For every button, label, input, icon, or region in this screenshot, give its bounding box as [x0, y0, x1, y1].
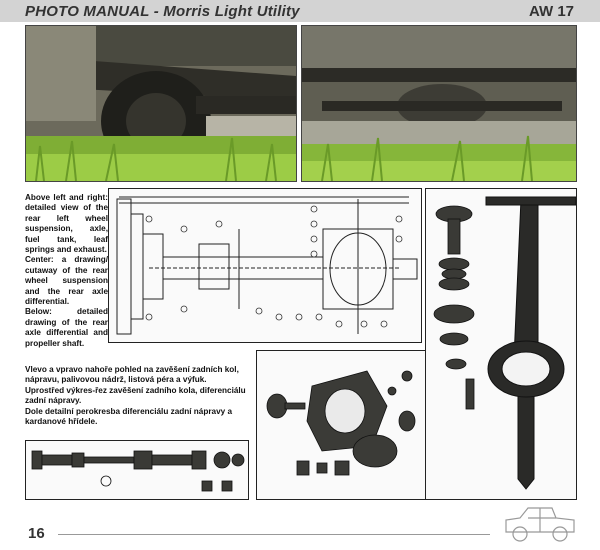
page-number: 16: [28, 525, 45, 542]
section-code: AW 17: [528, 3, 574, 20]
footer-rule: [58, 534, 490, 535]
caption-czech: [25, 365, 251, 427]
caption-czech-center: Uprostřed výkres-řez zavěšení zadního kola, diferenciálu zadní nápravy.: [25, 385, 246, 406]
caption-czech-below: Dole detailní perokresba diferenciálu zadní nápravy a kardanové hřídele.: [25, 406, 233, 427]
caption-english-below: Below: detailed drawing of the rear axle differential and propeller shaft.: [25, 307, 108, 348]
page-title: PHOTO MANUAL - Morris Light Utility: [25, 3, 300, 20]
drawing-differential-exploded: [256, 350, 426, 500]
drawing-rear-axle-housing-exploded: [425, 188, 577, 500]
caption-english: [25, 193, 108, 349]
caption-english-center: Center: a drawing/ cutaway of the rear wheel suspension and the rear axle differential.: [25, 255, 108, 307]
caption-english-photos: Above left and right: detailed view of the rear left wheel suspension, axle, fuel tank, leaf springs and exhaust.: [25, 193, 108, 255]
photo-rear-left-suspension: [25, 25, 297, 182]
header-bar: [0, 0, 600, 22]
photo-rear-axle-underside: [301, 25, 577, 182]
vehicle-sketch-logo: [500, 500, 580, 546]
drawing-rear-suspension-cutaway: [108, 188, 422, 343]
caption-czech-photos: Vlevo a vpravo nahoře pohled na zavěšení zadních kol, nápravu, palivovou nádrž, listová péra a výfuk.: [25, 365, 239, 385]
drawing-propeller-shaft: [25, 440, 249, 500]
